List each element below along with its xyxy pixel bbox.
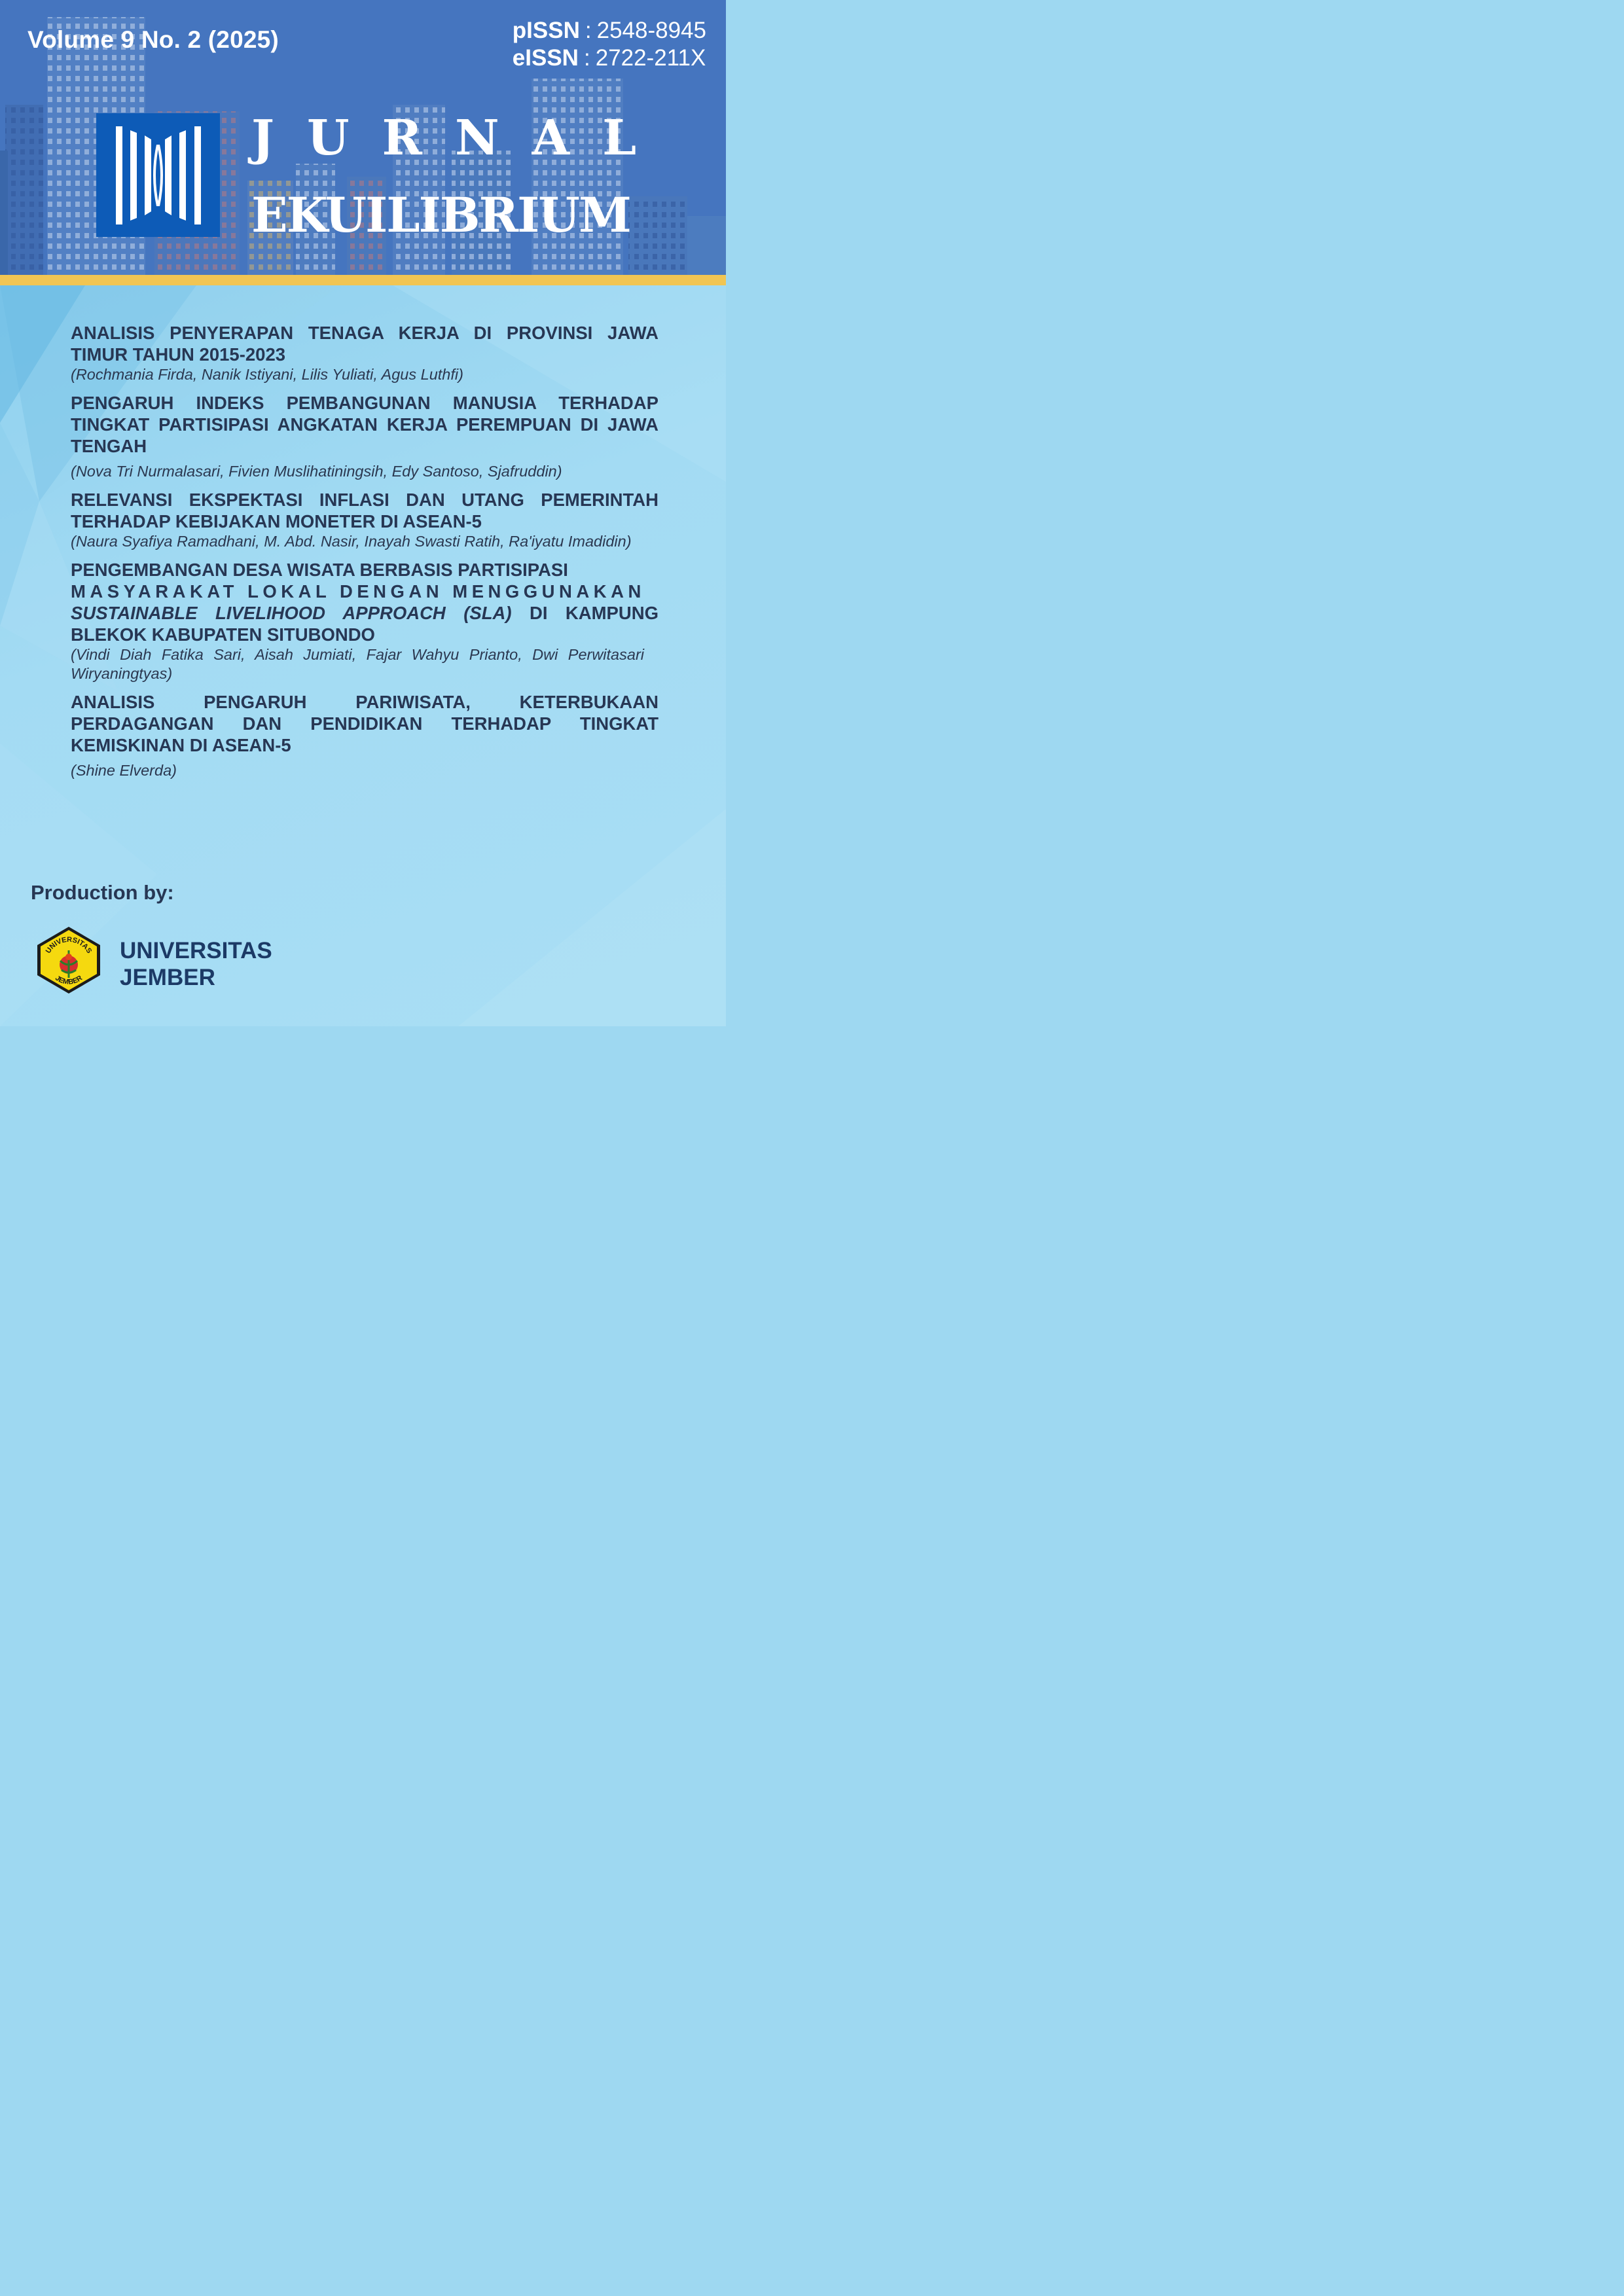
article-item: [71, 559, 659, 683]
university-name: [120, 937, 272, 991]
article-title: ANALISIS PENYERAPAN TENAGA KERJA DI PROVINSI JAWA TIMUR TAHUN 2015-2023: [71, 323, 659, 365]
eissn-separator: :: [583, 45, 590, 71]
pissn-value: 2548-8945: [596, 18, 706, 43]
article-item: [71, 691, 659, 780]
university-name-line1: UNIVERSITAS: [120, 938, 272, 963]
university-seal-icon: [34, 925, 103, 995]
article-title: RELEVANSI EKSPEKTASI INFLASI DAN UTANG PEMERINTAH TERHADAP KEBIJAKAN MONETER DI ASEAN-5: [71, 490, 659, 531]
article-title: PENGARUH INDEKS PEMBANGUNAN MANUSIA TERHADAP TINGKAT PARTISIPASI ANGKATAN KERJA PEREMPUAN DI JAWA TENGAH: [71, 393, 659, 456]
pissn-row: [513, 17, 706, 45]
article-authors: (Shine Elverda): [71, 762, 177, 779]
article-item: [71, 322, 659, 384]
article-authors: (Naura Syafiya Ramadhani, M. Abd. Nasir, Inayah Swasti Ratih, Ra'iyatu Imadidin): [71, 533, 632, 550]
article-item: [71, 489, 659, 551]
article-title-rest: DI KAMPUNG BLEKOK KABUPATEN SITUBONDO: [71, 603, 659, 645]
eissn-value: 2722-211X: [595, 45, 706, 71]
eissn-row: [513, 45, 706, 72]
article-authors: (Vindi Diah Fatika Sari, Aisah Jumiati, Fajar Wahyu Prianto, Dwi Perwitasari Wiryaningtyas): [71, 646, 644, 682]
article-title: ANALISIS PENGARUH PARIWISATA, KETERBUKAAN PERDAGANGAN DAN PENDIDIKAN TERHADAP TINGKAT KEMISKINAN DI ASEAN-5: [71, 692, 659, 755]
university-name-line2: JEMBER: [120, 965, 215, 990]
svg-text:UNIVERSITAS: UNIVERSITAS: [44, 935, 94, 955]
pissn-label: pISSN: [512, 18, 580, 43]
pissn-separator: :: [585, 18, 592, 43]
article-item: [71, 392, 659, 481]
svg-text:JEMBER: JEMBER: [54, 974, 84, 986]
article-authors: (Rochmania Firda, Nanik Istiyani, Lilis Yuliati, Agus Luthfi): [71, 366, 463, 383]
article-title-line: PENGEMBANGAN DESA WISATA BERBASIS PARTISIPASI: [71, 560, 568, 580]
eissn-label: eISSN: [512, 45, 579, 71]
article-title-line: MASYARAKAT LOKAL DENGAN MENGGUNAKAN: [71, 581, 645, 601]
cover-header: [0, 0, 726, 275]
article-title: [71, 559, 659, 645]
issn-block: [513, 17, 706, 72]
journal-cover: [0, 0, 726, 1026]
volume-issue: Volume 9 No. 2 (2025): [27, 26, 279, 53]
article-authors: (Nova Tri Nurmalasari, Fivien Muslihatiningsih, Edy Santoso, Sjafruddin): [71, 463, 562, 480]
article-title-italic: SUSTAINABLE LIVELIHOOD APPROACH (SLA): [71, 603, 512, 623]
journal-name: EKUILIBRIUM: [251, 187, 630, 243]
article-list: [71, 322, 659, 780]
header-divider-band: [0, 275, 726, 285]
journal-logo-icon: [96, 113, 220, 237]
production-label: Production by:: [31, 881, 174, 904]
journal-word: JURNAL: [251, 110, 670, 166]
